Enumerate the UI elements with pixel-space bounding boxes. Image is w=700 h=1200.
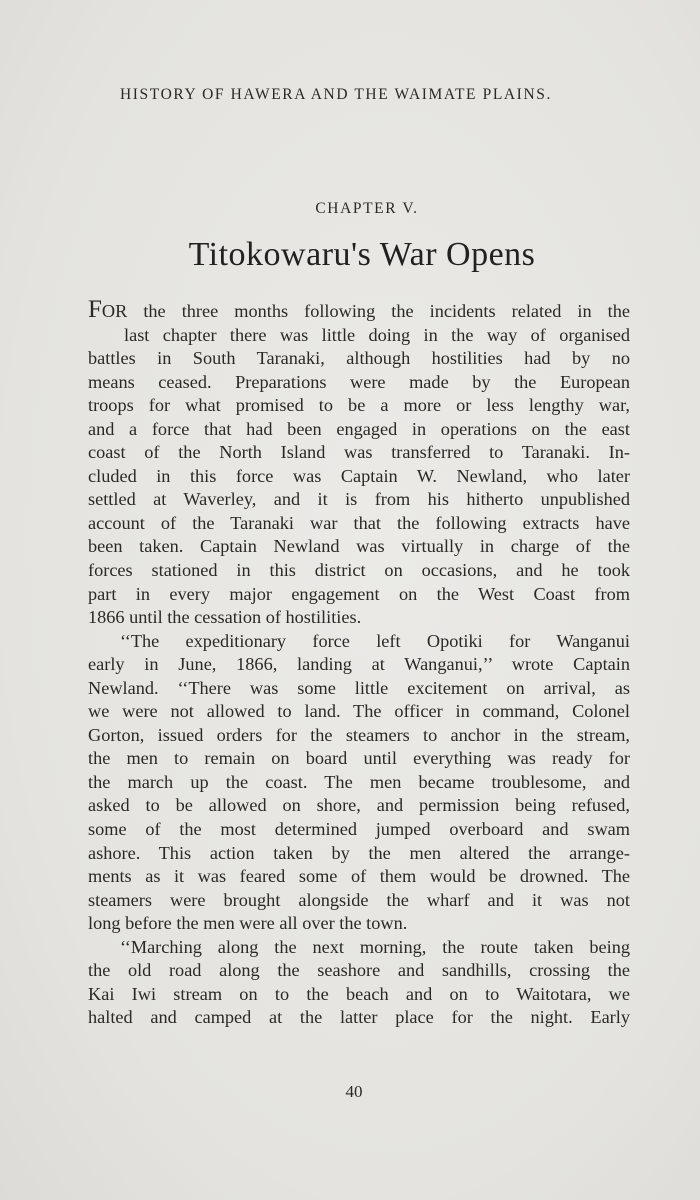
text-line: early in June, 1866, landing at Wanganui,’’ wrote Captain [88,654,630,675]
text-line: and a force that had been engaged in operations on the east [88,418,630,439]
body-text [88,296,630,1030]
text-line: steamers were brought alongside the wharf and it was not [88,889,630,910]
paragraph [88,630,630,936]
text-line: ashore. This action taken by the men altered the arrange- [88,842,630,863]
text-line: Gorton, issued orders for the steamers to anchor in the stream, [88,724,630,745]
paragraph [88,296,630,630]
paragraph [88,936,630,1030]
text-line: 1866 until the cessation of hostilities. [88,607,362,628]
chapter-label: CHAPTER V. [315,200,419,217]
text-line: the men to remain on board until everything was ready for [88,748,630,769]
text-line: ‘‘Marching along the next morning, the route taken being [120,936,630,957]
text-line: battles in South Taranaki, although hostilities had by no [88,348,630,369]
text-line: Kai Iwi stream on to the beach and on to Waitotara, we [88,983,630,1004]
text-line: account of the Taranaki war that the following extracts have [88,512,630,533]
text-line: forces stationed in this district on occasions, and he took [88,560,630,581]
text-line: part in every major engagement on the West Coast from [88,583,630,604]
text-line: the march up the coast. The men became troublesome, and [88,771,630,792]
text-line: asked to be allowed on shore, and permission being refused, [88,795,630,816]
text-line: troops for what promised to be a more or less lengthy war, [88,395,630,416]
text-line: FOR the three months following the incidents related in the [88,296,630,323]
text-line: settled at Waverley, and it is from his hitherto unpublished [88,489,630,510]
text-line: cluded in this force was Captain W. Newland, who later [88,465,630,486]
running-head: HISTORY OF HAWERA AND THE WAIMATE PLAINS. [120,86,552,103]
text-line: means ceased. Preparations were made by the European [88,371,630,392]
text-line: the old road along the seashore and sandhills, crossing the [88,960,630,981]
text-line: been taken. Captain Newland was virtually in charge of the [88,536,630,557]
text-line: ‘‘The expeditionary force left Opotiki for Wanganui [120,630,630,651]
text-line: we were not allowed to land. The officer in command, Colonel [88,701,630,722]
chapter-title: Titokowaru's War Opens [188,236,536,273]
text-line: halted and camped at the latter place for the night. Early [88,1007,630,1028]
drop-cap: F [88,296,102,323]
page-number: 40 [345,1082,363,1101]
text-line: last chapter there was little doing in the way of organised [124,324,630,345]
text-line: long before the men were all over the town. [88,913,408,934]
text-line: coast of the North Island was transferred to Taranaki. In- [88,442,630,463]
text-line: ments as it was feared some of them would be drowned. The [88,866,630,887]
text-line: some of the most determined jumped overboard and swam [88,819,630,840]
text-line: Newland. ‘‘There was some little excitement on arrival, as [88,677,630,698]
